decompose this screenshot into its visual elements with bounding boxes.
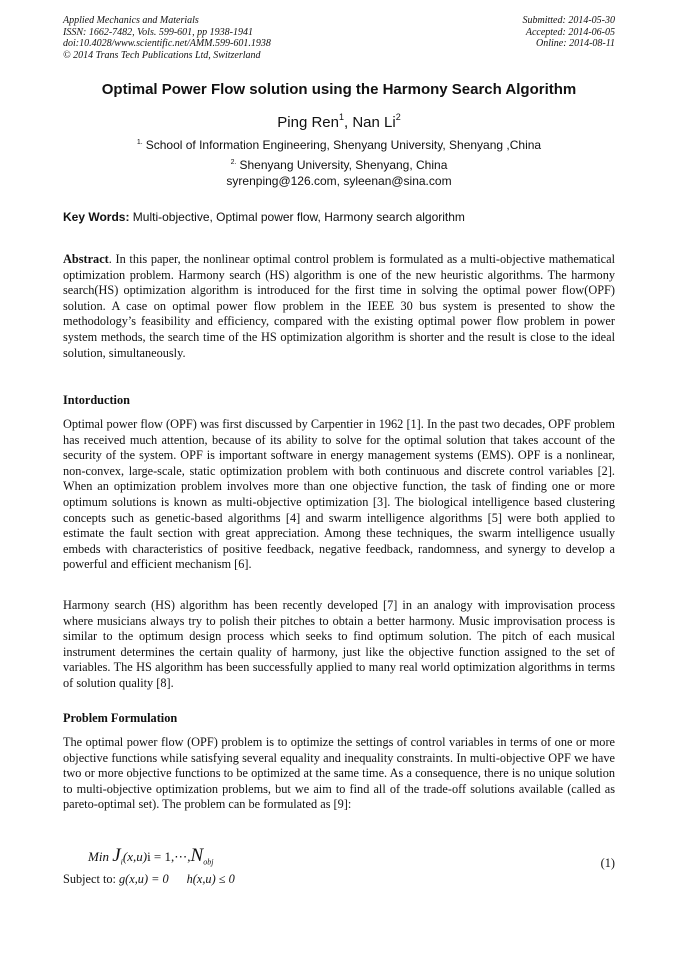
abstract-text: . In this paper, the nonlinear optimal control problem is formulated as a multi-objective mathematical optimization problem. Harmony search (HS) algorithm is one of the new heuristic algorithms. The harmony search(HS) optimization algorithm is introduced for the first time in solving the optimal power flow(OPF) solution. A case on optimal power flow problem in the IEEE 30 bus system is presented to show the methodology’s feasibility and efficiency, compared with the existing optimal power flow problem in power system methods, the search time of the HS optimization algorithm is shorter and the result is close to the ideal solution, simultaneously. — [63, 252, 615, 360]
subject-to-label: Subject to: — [63, 872, 116, 886]
journal-header-left — [63, 15, 383, 61]
online-date: Online: 2014-08-11 — [536, 38, 615, 49]
author-line — [40, 114, 638, 131]
introduction-paragraph-2: Harmony search (HS) algorithm has been recently developed [7] in an analogy with improvisation process where musicians always try to polish their pitches to obtain a better harmony. Music improvisation process is similar to the optimum design process which seeks to find optimum solution. The pitch of each musical instrument determines the certain quality of harmony, just like the objective function assigned to the set of variables. The HS algorithm has been successfully applied to many real world optimization algorithms in terms of solution quality [8]. — [63, 598, 615, 690]
equation-objective — [88, 845, 213, 867]
keywords — [63, 210, 623, 224]
author-separator: , — [344, 114, 353, 131]
doi-link[interactable]: doi:10.4028/www.scientific.net/AMM.599-601.1938 — [63, 38, 271, 49]
equation-J: J — [112, 845, 121, 866]
paper-title: Optimal Power Flow solution using the Harmony Search Algorithm — [101, 81, 577, 98]
affiliation-marker: 1. — [136, 139, 143, 146]
equation-number: (1) — [600, 856, 615, 870]
affiliation-text: Shenyang University, Shenyang, China — [239, 158, 448, 172]
constraints-line — [63, 872, 235, 887]
inequality-constraint: h(x,u) ≤ 0 — [186, 872, 235, 886]
accepted-date: Accepted: 2014-06-05 — [525, 26, 615, 38]
journal-header-right — [395, 15, 615, 50]
author-affiliation-marker: 1 — [338, 112, 344, 122]
keywords-label: Key Words: — [63, 210, 130, 224]
author-emails[interactable]: syrenping@126.com, syleenan@sina.com — [226, 173, 452, 188]
journal-name: Applied Mechanics and Materials — [63, 15, 199, 26]
submitted-date: Submitted: 2014-05-30 — [522, 15, 615, 26]
keywords-text: Multi-objective, Optimal power flow, Harmony search algorithm — [129, 210, 465, 224]
equation-J-subscript: i — [120, 857, 123, 867]
author-name: Nan Li — [352, 114, 396, 131]
issn-line: ISSN: 1662-7482, Vols. 599-601, pp 1938-1941 — [63, 26, 253, 38]
problem-formulation-paragraph: The optimal power flow (OPF) problem is to optimize the settings of control variables in terms of one or more objective functions while satisfying several equality and inequality constraints. In multi-objective OPF we have two or more objective functions to be optimized at the same time. As a consequence, there is no unique solution to multi-objective optimization problems, but we aim to find all of the trade-off solutions available (called as pareto-optimal set). The problem can be formulated as [9]: — [63, 735, 615, 812]
equation-min: Min — [88, 849, 113, 864]
abstract-paragraph — [63, 252, 615, 361]
abstract-label: Abstract — [63, 252, 109, 266]
copyright-line: © 2014 Trans Tech Publications Ltd, Switzerland — [63, 49, 261, 61]
author-affiliation-marker: 2 — [395, 112, 401, 122]
equation-N-subscript: obj — [203, 857, 214, 867]
affiliation-2 — [40, 158, 638, 189]
affiliation-text: School of Information Engineering, Shenyang University, Shenyang ,China — [145, 138, 542, 152]
author-name: Ping Ren — [277, 114, 339, 131]
equation-args: (x,u) — [122, 849, 148, 864]
equality-constraint: g(x,u) = 0 — [119, 872, 169, 886]
equation-N: N — [190, 845, 204, 866]
introduction-paragraph-1: Optimal power flow (OPF) was first discussed by Carpentier in 1962 [1]. In the past two decades, OPF problem has received much attention, because of its ability to solve for the optimal solution that takes account of the security of the system. OPF is important software in energy management systems (EMS). OPF is a nonlinear, non-convex, large-scale, static optimization problem with both continuous and discrete control variables [2]. When an optimization problem involves more than one objective function, the task of finding one or more optimum solutions is known as multi-objective optimization [3]. The biological intelligence based clustering concepts such as genetic-based algorithms [4] and swarm intelligence algorithms [5] were both applied to estimate the fault section with great appreciation. Among these techniques, the swarm intelligence usually embeds with characteristics of positive feedback, negative feedback, randomness, and synergy to develop a powerful and efficient mechanism [6]. — [63, 417, 615, 572]
affiliation-marker: 2. — [230, 159, 237, 166]
section-heading-problem-formulation: Problem Formulation — [63, 711, 178, 725]
equation-range: i = 1,⋯, — [147, 849, 191, 864]
affiliation-1 — [40, 138, 638, 152]
section-heading-introduction: Intorduction — [63, 393, 130, 407]
